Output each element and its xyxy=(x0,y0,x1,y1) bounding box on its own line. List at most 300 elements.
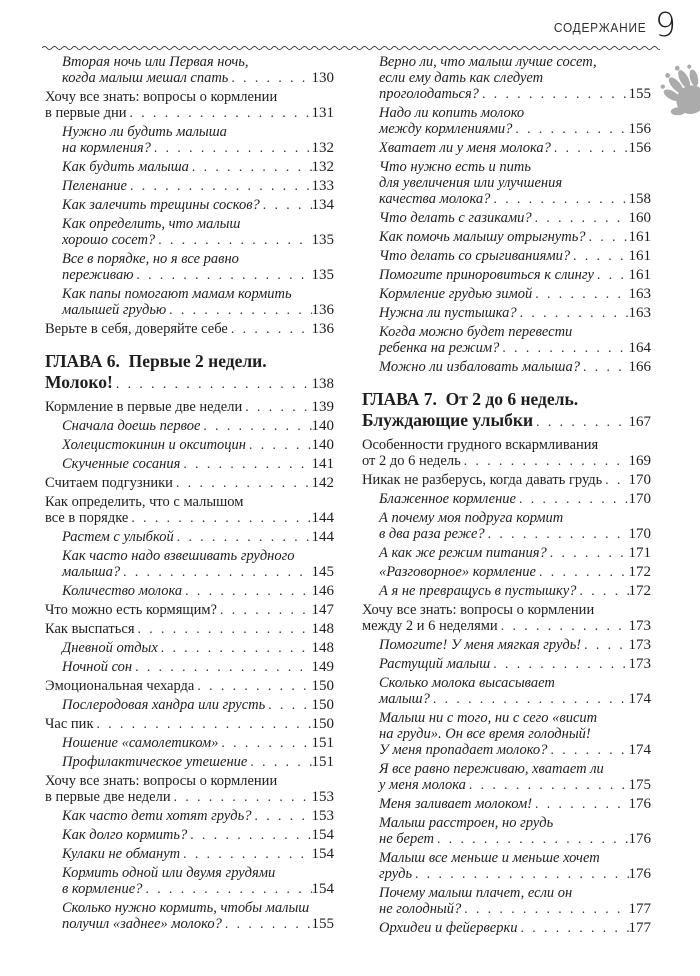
dot-leader xyxy=(532,210,629,226)
dot-leader xyxy=(547,545,629,561)
toc-entry-title: когда малыш мешал спать xyxy=(62,70,229,86)
toc-entry-page: 170 xyxy=(628,526,651,542)
toc-entry-page: 135 xyxy=(311,267,334,283)
toc-entry xyxy=(362,656,651,672)
toc-entry-title: в два раза реже? xyxy=(379,526,485,542)
toc-entry-title: Помогите приноровиться к слингу xyxy=(379,267,594,283)
dot-leader xyxy=(512,121,628,137)
dot-leader xyxy=(551,140,629,156)
toc-entry-page: 140 xyxy=(311,437,334,453)
dot-leader xyxy=(247,754,311,770)
toc-entry-title: Что нужно есть и пить xyxy=(379,159,531,175)
toc-entry-title: А я не превращусь в пустышку? xyxy=(379,583,577,599)
toc-entry xyxy=(45,89,334,121)
toc-entry-title: Хочу все знать: вопросы о кормлении xyxy=(362,602,595,618)
toc-entry-title: хорошо сосет? xyxy=(62,232,156,248)
toc-entry xyxy=(362,305,651,321)
toc-entry-page: 156 xyxy=(628,140,651,156)
dot-leader xyxy=(251,808,311,824)
dot-leader xyxy=(158,640,312,656)
toc-entry-title: не голодный? xyxy=(379,901,462,917)
dot-leader xyxy=(218,735,311,751)
toc-entry-title: для увеличения или улучшения xyxy=(379,175,563,191)
toc-entry-page: 156 xyxy=(628,121,651,137)
dot-leader xyxy=(171,789,312,805)
dot-leader xyxy=(127,178,312,194)
page-number: 9 xyxy=(655,5,676,44)
toc-entry-title: Как папы помогают мамам кормить xyxy=(62,286,292,302)
toc-entry xyxy=(362,54,651,102)
toc-entry-page: 160 xyxy=(628,210,651,226)
toc-entry-title: в кормление? xyxy=(62,881,143,897)
toc-entry xyxy=(362,510,651,542)
toc-entry-page: 172 xyxy=(628,564,651,580)
toc-entry-page: 132 xyxy=(311,159,334,175)
toc-entry xyxy=(45,716,334,732)
toc-entry xyxy=(45,583,334,599)
toc-entry xyxy=(45,216,334,248)
toc-entry-page: 134 xyxy=(311,197,334,213)
toc-entry-page: 170 xyxy=(628,491,651,507)
dot-leader xyxy=(580,359,629,375)
toc-entry xyxy=(45,548,334,580)
dot-leader xyxy=(222,916,312,932)
toc-entry-title: Ночной сон xyxy=(62,659,133,675)
toc-entry-page: 163 xyxy=(628,286,651,302)
toc-entry-title: получил «заднее» молоко? xyxy=(62,916,222,932)
toc-entry xyxy=(45,54,334,86)
toc-entry xyxy=(362,491,651,507)
toc-entry-title: между 2 и 6 неделями xyxy=(362,618,498,634)
toc-entry-title: переживаю xyxy=(62,267,134,283)
toc-entry xyxy=(362,159,651,207)
toc-entry-title: Как определить, что малыш xyxy=(62,216,241,232)
toc-entry-title: Ношение «самолетиком» xyxy=(62,735,219,751)
toc-entry-title: Растем с улыбкой xyxy=(62,529,174,545)
toc-entry-title: Количество молока xyxy=(62,583,183,599)
dot-leader xyxy=(142,881,311,897)
toc-entry-title: Никак не разберусь, когда давать грудь xyxy=(362,472,603,488)
toc-entry-page: 169 xyxy=(628,453,651,469)
dot-leader xyxy=(498,618,629,634)
dot-leader xyxy=(412,866,628,882)
toc-entry-title: Пеленание xyxy=(62,178,127,194)
dot-leader xyxy=(430,691,629,707)
toc-entry-page: 173 xyxy=(628,618,651,634)
toc-entry xyxy=(362,583,651,599)
toc-entry-page: 173 xyxy=(628,656,651,672)
toc-entry xyxy=(45,124,334,156)
toc-entry-title: Малыш все меньше и меньше хочет xyxy=(379,850,600,866)
toc-entry xyxy=(45,197,334,213)
toc-entry xyxy=(362,675,651,707)
dot-leader xyxy=(113,373,312,394)
toc-entry-title: грудь xyxy=(379,866,413,882)
handprint-icon xyxy=(650,48,700,137)
dot-leader xyxy=(466,777,629,793)
toc-entry-title: Как определить, что с малышом xyxy=(45,494,244,510)
dot-leader xyxy=(532,796,628,812)
dot-leader xyxy=(187,827,311,843)
dot-leader xyxy=(461,901,628,917)
toc-entry xyxy=(45,399,334,415)
dot-leader xyxy=(485,526,629,542)
toc-entry-title: Почему малыш плачет, если он xyxy=(379,885,573,901)
toc-entry-page: 150 xyxy=(311,678,334,694)
toc-entry-page: 154 xyxy=(311,846,334,862)
toc-entry-title: Блаженное кормление xyxy=(379,491,516,507)
toc-entry-title: Орхидеи и фейерверки xyxy=(379,920,518,936)
toc-entry-title: Кормление в первые две недели xyxy=(45,399,243,415)
toc-entry-title: Особенности грудного вскармливания xyxy=(362,437,599,453)
toc-entry-title: Малыш ни с того, ни с сего «висит xyxy=(379,710,598,726)
toc-entry-page: 161 xyxy=(628,248,651,264)
toc-entry-title: Верьте в себя, доверяйте себе xyxy=(45,321,228,337)
toc-entry xyxy=(362,324,651,356)
toc-entry xyxy=(45,418,334,434)
toc-entry-title: Малыш расстроен, но грудь xyxy=(379,815,554,831)
dot-leader xyxy=(132,659,311,675)
toc-entry-title: Считаем подгузники xyxy=(45,475,173,491)
toc-entry xyxy=(45,827,334,843)
dot-leader xyxy=(200,418,311,434)
toc-entry-title: ребенка на режим? xyxy=(379,340,500,356)
toc-entry-title: Что делать с газиками? xyxy=(379,210,532,226)
toc-entry-page: 161 xyxy=(628,267,651,283)
dot-leader xyxy=(182,583,311,599)
toc-entry xyxy=(45,865,334,897)
toc-entry xyxy=(45,640,334,656)
dot-leader xyxy=(479,86,629,102)
dot-leader xyxy=(128,510,311,526)
toc-entry-title: Помогите! У меня мягкая грудь! xyxy=(379,637,582,653)
toc-entry xyxy=(45,456,334,472)
dot-leader xyxy=(518,920,629,936)
toc-entry xyxy=(362,248,651,264)
toc-entry-page: 153 xyxy=(311,789,334,805)
toc-entry-title: А как же режим питания? xyxy=(379,545,547,561)
dot-leader xyxy=(490,191,628,207)
toc-entry-page: 136 xyxy=(311,321,334,337)
toc-entry xyxy=(45,697,334,713)
toc-entry-title: ГЛАВА 7. От 2 до 6 недель. xyxy=(362,389,579,409)
toc-entry-title: малыш? xyxy=(379,691,430,707)
toc-entry-page: 177 xyxy=(628,920,651,936)
toc-entry-title: Нужна ли пустышка? xyxy=(379,305,517,321)
toc-entry-title: Эмоциональная чехарда xyxy=(45,678,195,694)
toc-entry-title: Кулаки не обманут xyxy=(62,846,181,862)
toc-entry xyxy=(45,808,334,824)
toc-entry-title: А почему моя подруга кормит xyxy=(379,510,564,526)
toc-entry-title: Меня заливает молоком! xyxy=(379,796,533,812)
toc-entry-page: 151 xyxy=(311,754,334,770)
toc-entry-title: в первые две недели xyxy=(45,789,171,805)
toc-entry-page: 154 xyxy=(311,881,334,897)
toc-entry-page: 135 xyxy=(311,232,334,248)
toc-entry-page: 151 xyxy=(311,735,334,751)
toc-entry xyxy=(45,321,334,337)
toc-entry-title: Сколько молока высасывает xyxy=(379,675,555,691)
toc-entry-page: 148 xyxy=(311,640,334,656)
toc-entry xyxy=(45,846,334,862)
dot-leader xyxy=(242,399,311,415)
toc-entry-title: Я все равно переживаю, хватает ли xyxy=(379,761,604,777)
toc-entry-title: Как долго кормить? xyxy=(62,827,188,843)
dot-leader xyxy=(180,456,311,472)
toc-entry xyxy=(45,437,334,453)
toc-entry-title: Как часто дети хотят грудь? xyxy=(62,808,252,824)
dot-leader xyxy=(594,267,629,283)
dot-leader xyxy=(532,286,628,302)
toc-entry-title: у меня молока xyxy=(379,777,466,793)
toc-entry xyxy=(362,564,651,580)
toc-entry-title: Скученные сосания xyxy=(62,456,181,472)
toc-entry-page: 166 xyxy=(628,359,651,375)
toc-entry xyxy=(362,885,651,917)
toc-entry xyxy=(45,735,334,751)
toc-entry xyxy=(45,754,334,770)
page-header xyxy=(549,5,676,44)
toc-entry-title: Хочу все знать: вопросы о кормлении xyxy=(45,773,278,789)
dot-leader xyxy=(151,140,312,156)
toc-entry-page: 131 xyxy=(311,105,334,121)
toc-entry xyxy=(362,796,651,812)
toc-entry-page: 138 xyxy=(311,376,334,392)
toc-entry-page: 164 xyxy=(628,340,651,356)
toc-entry-title: Вторая ночь или Первая ночь, xyxy=(62,54,249,70)
dot-leader xyxy=(133,267,311,283)
toc-entry-page: 172 xyxy=(628,583,651,599)
toc-entry xyxy=(362,140,651,156)
toc-entry xyxy=(362,602,651,634)
toc-entry-page: 150 xyxy=(311,716,334,732)
toc-column-right xyxy=(362,54,651,939)
dot-leader xyxy=(174,529,312,545)
toc-entry-title: от 2 до 6 недель xyxy=(362,453,461,469)
toc-entry-page: 149 xyxy=(311,659,334,675)
toc-entry-page: 176 xyxy=(628,866,651,882)
toc-entry-title: У меня пропадает молоко? xyxy=(379,742,548,758)
toc-entry-page: 144 xyxy=(311,510,334,526)
toc-entry-title: качества молока? xyxy=(379,191,491,207)
toc-entry xyxy=(45,529,334,545)
toc-entry xyxy=(362,359,651,375)
toc-entry-page: 155 xyxy=(311,916,334,932)
toc-entry xyxy=(45,602,334,618)
toc-entry-title: Блуждающие улыбки xyxy=(362,410,534,430)
dot-leader xyxy=(126,105,311,121)
toc-entry xyxy=(45,621,334,637)
toc-entry-page: 133 xyxy=(311,178,334,194)
toc-entry xyxy=(362,286,651,302)
toc-entry-title: малыша? xyxy=(62,564,121,580)
toc-entry-page: 174 xyxy=(628,742,651,758)
dot-leader xyxy=(194,678,311,694)
toc-entry-title: Дневной отдых xyxy=(62,640,158,656)
toc-entry xyxy=(362,850,651,882)
toc-entry-title: Что можно есть кормящим? xyxy=(45,602,217,618)
toc-entry-title: Холецистокинин и окситоцин xyxy=(62,437,246,453)
toc-entry-title: на груди». Он все время голодный! xyxy=(379,726,591,742)
toc-entry-title: между кормлениями? xyxy=(379,121,513,137)
toc-entry xyxy=(45,178,334,194)
dot-leader xyxy=(547,742,628,758)
toc-entry-title: Час пик xyxy=(45,716,94,732)
toc-entry-page: 146 xyxy=(311,583,334,599)
dot-leader xyxy=(173,475,312,491)
toc-entry-page: 153 xyxy=(311,808,334,824)
toc-entry-title: если ему дать как следует xyxy=(379,70,544,86)
toc-entry-page: 170 xyxy=(628,472,651,488)
toc-entry-title: Как залечить трещины сосков? xyxy=(62,197,260,213)
toc-entry-page: 174 xyxy=(628,691,651,707)
toc-entry-page: 158 xyxy=(628,191,651,207)
toc-entry-title: Молоко! xyxy=(45,372,113,392)
toc-entry-title: Сначала доешь первое xyxy=(62,418,201,434)
toc-entry-title: Надо ли копить молоко xyxy=(379,105,525,121)
toc-entry-title: проголодаться? xyxy=(379,86,479,102)
dot-leader xyxy=(217,602,312,618)
toc-entry-page: 176 xyxy=(628,831,651,847)
dot-leader xyxy=(265,697,311,713)
dot-leader xyxy=(155,232,311,248)
toc-entry-title: Сколько нужно кормить, чтобы малыш xyxy=(62,900,310,916)
toc-body xyxy=(45,54,651,939)
toc-entry xyxy=(45,659,334,675)
toc-entry-page: 163 xyxy=(628,305,651,321)
toc-entry-title: малышей грудью xyxy=(62,302,167,318)
toc-entry-title: Как выспаться xyxy=(45,621,135,637)
toc-entry-title: Хочу все знать: вопросы о кормлении xyxy=(45,89,278,105)
toc-entry xyxy=(362,229,651,245)
toc-entry xyxy=(45,900,334,932)
dot-leader xyxy=(499,340,628,356)
toc-entry xyxy=(362,761,651,793)
toc-entry-page: 130 xyxy=(311,70,334,86)
toc-entry-title: Кормить одной или двумя грудями xyxy=(62,865,276,881)
toc-entry-title: Нужно ли будить малыша xyxy=(62,124,227,140)
toc-entry-title: Хватает ли у меня молока? xyxy=(379,140,551,156)
toc-entry-page: 167 xyxy=(628,414,651,430)
toc-entry xyxy=(362,815,651,847)
dot-leader xyxy=(228,70,311,86)
toc-entry-title: Когда можно будет перевести xyxy=(379,324,573,340)
dot-leader xyxy=(533,411,628,432)
toc-entry-page: 177 xyxy=(628,901,651,917)
toc-entry-page: 175 xyxy=(628,777,651,793)
toc-entry xyxy=(362,545,651,561)
toc-entry-title: Растущий малыш xyxy=(379,656,491,672)
toc-entry xyxy=(362,920,651,936)
toc-entry-page: 142 xyxy=(311,475,334,491)
dot-leader xyxy=(180,846,311,862)
dot-leader xyxy=(586,229,629,245)
toc-entry xyxy=(362,105,651,137)
toc-entry xyxy=(45,351,334,395)
dot-leader xyxy=(517,305,629,321)
dot-leader xyxy=(581,637,628,653)
toc-entry-title: Как будить малыша xyxy=(62,159,189,175)
toc-entry xyxy=(45,251,334,283)
toc-entry-title: на кормления? xyxy=(62,140,151,156)
toc-entry-page: 150 xyxy=(311,697,334,713)
dot-leader xyxy=(260,197,312,213)
toc-entry xyxy=(45,286,334,318)
dot-leader xyxy=(166,302,311,318)
toc-entry xyxy=(362,472,651,488)
toc-entry-title: Как часто надо взвешивать грудного xyxy=(62,548,295,564)
dot-leader xyxy=(93,716,311,732)
dot-leader xyxy=(228,321,312,337)
toc-entry-title: Все в порядке, но я все равно xyxy=(62,251,239,267)
dot-leader xyxy=(490,656,628,672)
toc-entry-title: все в порядке xyxy=(45,510,129,526)
toc-entry-title: в первые дни xyxy=(45,105,127,121)
dot-leader xyxy=(246,437,312,453)
toc-entry-page: 176 xyxy=(628,796,651,812)
toc-entry-page: 132 xyxy=(311,140,334,156)
toc-entry xyxy=(45,475,334,491)
toc-entry xyxy=(362,267,651,283)
dot-leader xyxy=(434,831,629,847)
toc-entry-page: 148 xyxy=(311,621,334,637)
toc-entry-page: 161 xyxy=(628,229,651,245)
dot-leader xyxy=(120,564,311,580)
toc-column-left xyxy=(45,54,334,939)
toc-entry-title: Что делать со срыгиваниями? xyxy=(379,248,571,264)
toc-entry-page: 139 xyxy=(311,399,334,415)
toc-entry-page: 145 xyxy=(311,564,334,580)
toc-entry-page: 140 xyxy=(311,418,334,434)
dot-leader xyxy=(135,621,312,637)
toc-entry-title: Можно ли избаловать малыша? xyxy=(379,359,580,375)
toc-entry xyxy=(362,437,651,469)
toc-entry-page: 144 xyxy=(311,529,334,545)
toc-entry xyxy=(362,637,651,653)
toc-entry xyxy=(362,210,651,226)
toc-entry xyxy=(45,494,334,526)
toc-entry xyxy=(362,389,651,433)
toc-entry-title: не берет xyxy=(379,831,434,847)
dot-leader xyxy=(570,248,628,264)
toc-entry-page: 155 xyxy=(628,86,651,102)
toc-entry-title: Послеродовая хандра или грусть xyxy=(62,697,266,713)
toc-entry-title: Профилактическое утешение xyxy=(62,754,248,770)
toc-entry-page: 136 xyxy=(311,302,334,318)
toc-entry-title: ГЛАВА 6. Первые 2 недели. xyxy=(45,351,267,371)
dot-leader xyxy=(189,159,312,175)
dot-leader xyxy=(516,491,629,507)
toc-entry xyxy=(45,159,334,175)
toc-entry-title: Кормление грудью зимой xyxy=(379,286,533,302)
toc-entry xyxy=(45,678,334,694)
dot-leader xyxy=(576,583,628,599)
toc-entry-title: «Разговорное» кормление xyxy=(379,564,536,580)
dot-leader xyxy=(602,472,628,488)
toc-entry-page: 171 xyxy=(628,545,651,561)
dot-leader xyxy=(461,453,629,469)
toc-entry-page: 141 xyxy=(311,456,334,472)
contents-heading: СОДЕРЖАНИЕ xyxy=(553,21,646,35)
toc-entry xyxy=(362,710,651,758)
dot-leader xyxy=(536,564,629,580)
toc-entry xyxy=(45,773,334,805)
toc-entry-page: 147 xyxy=(311,602,334,618)
toc-entry-title: Верно ли, что малыш лучше сосет, xyxy=(379,54,597,70)
toc-entry-page: 173 xyxy=(628,637,651,653)
toc-entry-title: Как помочь малышу отрыгнуть? xyxy=(379,229,586,245)
toc-entry-page: 154 xyxy=(311,827,334,843)
